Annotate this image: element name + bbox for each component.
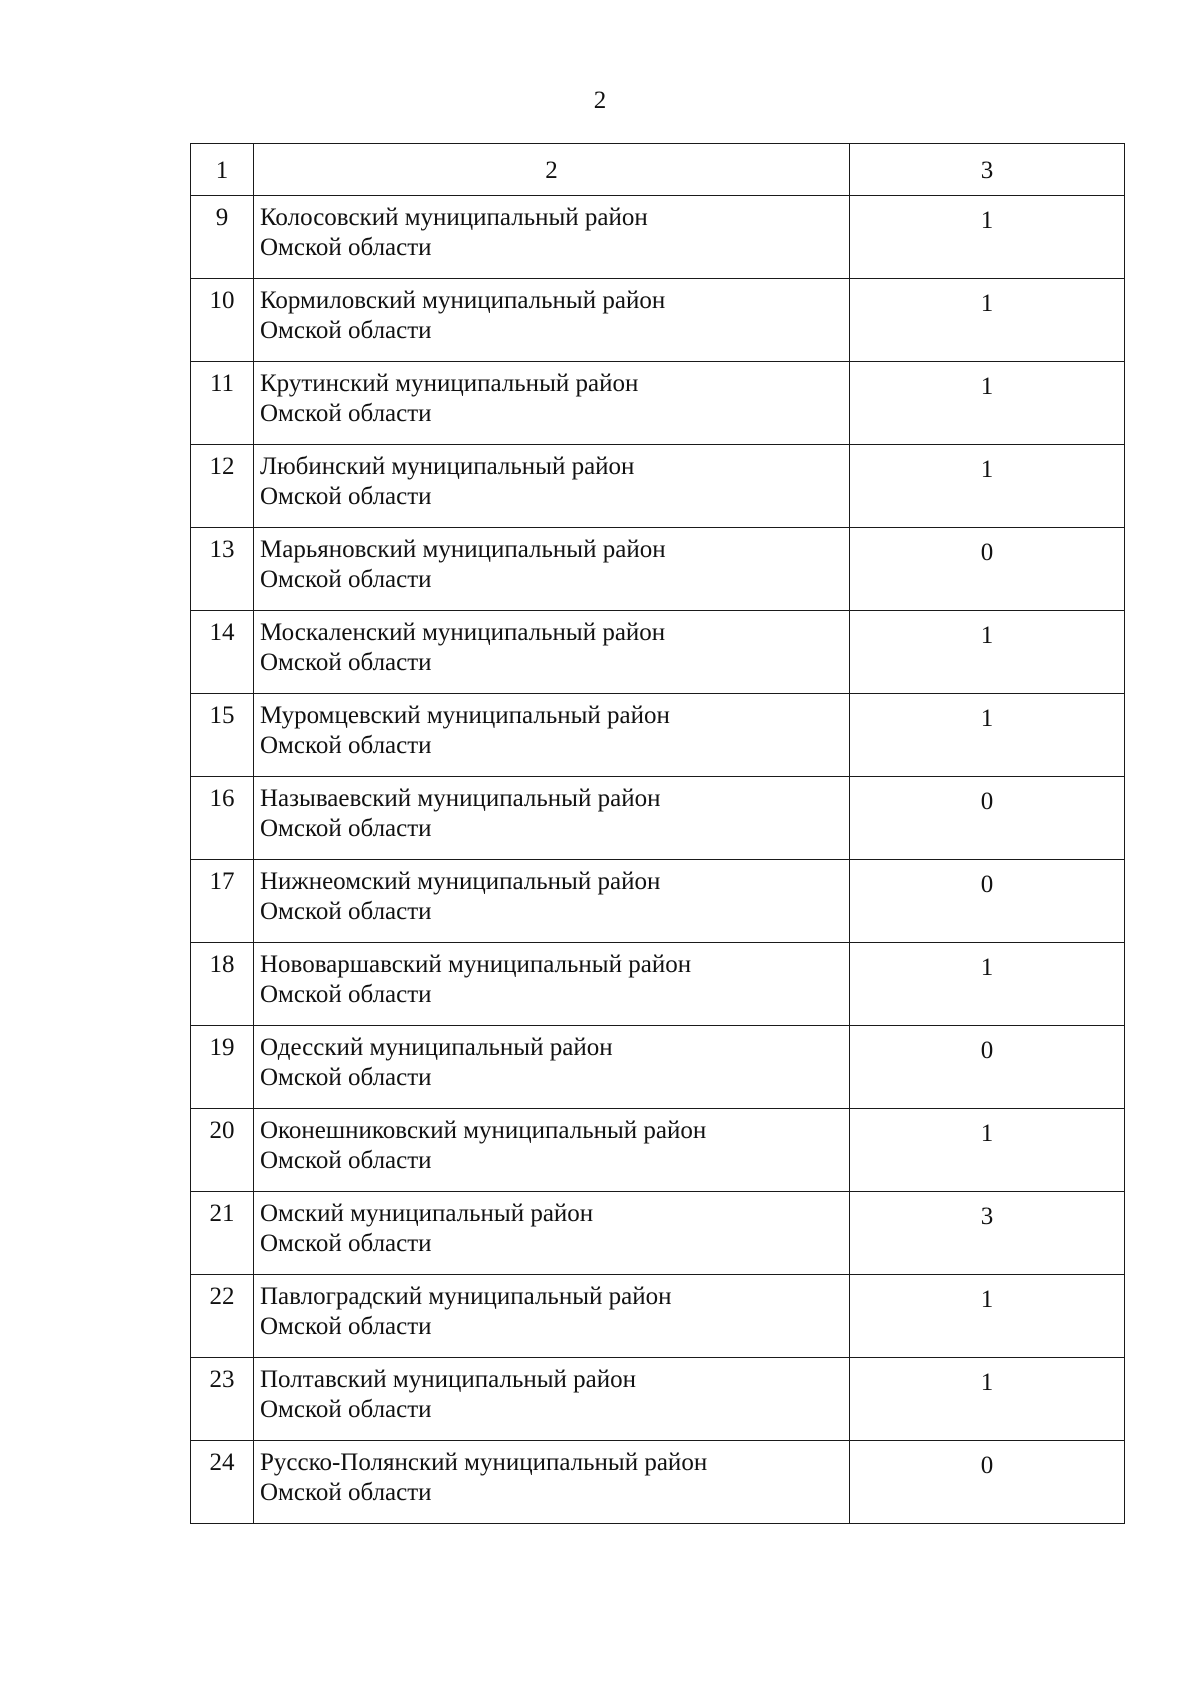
- row-value: 1: [850, 1275, 1125, 1358]
- header-cell-1: 1: [191, 144, 254, 196]
- district-name: [254, 1441, 850, 1524]
- district-name-line-2: Омской области: [260, 483, 432, 510]
- table-row: [191, 279, 1125, 362]
- row-value: 0: [850, 1026, 1125, 1109]
- district-name: [254, 196, 850, 279]
- table-row: [191, 860, 1125, 943]
- table-row: [191, 196, 1125, 279]
- district-name-line-1: Оконешниковский муниципальный район: [260, 1117, 707, 1144]
- table-row: [191, 362, 1125, 445]
- row-number: 9: [191, 196, 254, 279]
- table-row: [191, 528, 1125, 611]
- table-row: [191, 445, 1125, 528]
- districts-table: [190, 143, 1125, 1524]
- table-row: [191, 1109, 1125, 1192]
- header-cell-2: 2: [254, 144, 850, 196]
- district-name-line-2: Омской области: [260, 1064, 432, 1091]
- row-value: 1: [850, 362, 1125, 445]
- table-row: [191, 777, 1125, 860]
- row-number: 19: [191, 1026, 254, 1109]
- table-row: [191, 1275, 1125, 1358]
- row-value: 0: [850, 1441, 1125, 1524]
- district-name: [254, 694, 850, 777]
- row-number: 17: [191, 860, 254, 943]
- district-name-line-2: Омской области: [260, 234, 432, 261]
- district-name: [254, 362, 850, 445]
- district-name-line-2: Омской области: [260, 732, 432, 759]
- district-name: [254, 1026, 850, 1109]
- row-value: 1: [850, 279, 1125, 362]
- district-name-line-1: Любинский муниципальный район: [260, 453, 635, 480]
- district-name-line-2: Омской области: [260, 566, 432, 593]
- table-header-row: [191, 144, 1125, 196]
- district-name-line-1: Крутинский муниципальный район: [260, 370, 639, 397]
- row-number: 10: [191, 279, 254, 362]
- district-name-line-2: Омской области: [260, 1230, 432, 1257]
- district-name: [254, 1358, 850, 1441]
- district-name-line-1: Нововаршавский муниципальный район: [260, 951, 692, 978]
- row-value: 0: [850, 860, 1125, 943]
- row-number: 23: [191, 1358, 254, 1441]
- row-value: 1: [850, 445, 1125, 528]
- row-value: 0: [850, 777, 1125, 860]
- row-value: 1: [850, 611, 1125, 694]
- district-name-line-1: Колосовский муниципальный район: [260, 204, 648, 231]
- district-name-line-1: Муромцевский муниципальный район: [260, 702, 670, 729]
- district-name-line-2: Омской области: [260, 898, 432, 925]
- district-name-line-2: Омской области: [260, 1479, 432, 1506]
- district-name-line-2: Омской области: [260, 981, 432, 1008]
- district-name-line-1: Марьяновский муниципальный район: [260, 536, 666, 563]
- table-row: [191, 1192, 1125, 1275]
- district-name-line-2: Омской области: [260, 1147, 432, 1174]
- district-name: [254, 860, 850, 943]
- district-name-line-1: Москаленский муниципальный район: [260, 619, 666, 646]
- district-name-line-2: Омской области: [260, 400, 432, 427]
- row-number: 21: [191, 1192, 254, 1275]
- row-value: 1: [850, 694, 1125, 777]
- table-row: [191, 1358, 1125, 1441]
- header-cell-3: 3: [850, 144, 1125, 196]
- row-value: 1: [850, 1109, 1125, 1192]
- row-number: 24: [191, 1441, 254, 1524]
- district-name: [254, 279, 850, 362]
- row-number: 12: [191, 445, 254, 528]
- district-name: [254, 528, 850, 611]
- row-number: 18: [191, 943, 254, 1026]
- district-name-line-1: Кормиловский муниципальный район: [260, 287, 666, 314]
- district-name: [254, 1192, 850, 1275]
- row-number: 16: [191, 777, 254, 860]
- district-name-line-2: Омской области: [260, 317, 432, 344]
- district-name-line-2: Омской области: [260, 649, 432, 676]
- district-name: [254, 611, 850, 694]
- page-number: 2: [593, 87, 607, 114]
- district-name-line-1: Русско-Полянский муниципальный район: [260, 1449, 708, 1476]
- district-name-line-1: Омский муниципальный район: [260, 1200, 594, 1227]
- row-number: 11: [191, 362, 254, 445]
- district-name: [254, 1275, 850, 1358]
- district-name-line-1: Полтавский муниципальный район: [260, 1366, 637, 1393]
- row-value: 1: [850, 943, 1125, 1026]
- district-name: [254, 777, 850, 860]
- row-value: 0: [850, 528, 1125, 611]
- district-name: [254, 1109, 850, 1192]
- district-name: [254, 445, 850, 528]
- row-value: 1: [850, 196, 1125, 279]
- row-number: 13: [191, 528, 254, 611]
- district-name-line-1: Одесский муниципальный район: [260, 1034, 613, 1061]
- district-name-line-1: Павлоградский муниципальный район: [260, 1283, 672, 1310]
- district-name-line-2: Омской области: [260, 815, 432, 842]
- district-name-line-1: Называевский муниципальный район: [260, 785, 661, 812]
- table-row: [191, 1441, 1125, 1524]
- district-name: [254, 943, 850, 1026]
- row-number: 20: [191, 1109, 254, 1192]
- table-row: [191, 943, 1125, 1026]
- district-name-line-2: Омской области: [260, 1313, 432, 1340]
- district-name-line-1: Нижнеомский муниципальный район: [260, 868, 661, 895]
- row-number: 14: [191, 611, 254, 694]
- table-row: [191, 611, 1125, 694]
- table-row: [191, 1026, 1125, 1109]
- row-value: 3: [850, 1192, 1125, 1275]
- district-name-line-2: Омской области: [260, 1396, 432, 1423]
- row-value: 1: [850, 1358, 1125, 1441]
- row-number: 22: [191, 1275, 254, 1358]
- row-number: 15: [191, 694, 254, 777]
- table-row: [191, 694, 1125, 777]
